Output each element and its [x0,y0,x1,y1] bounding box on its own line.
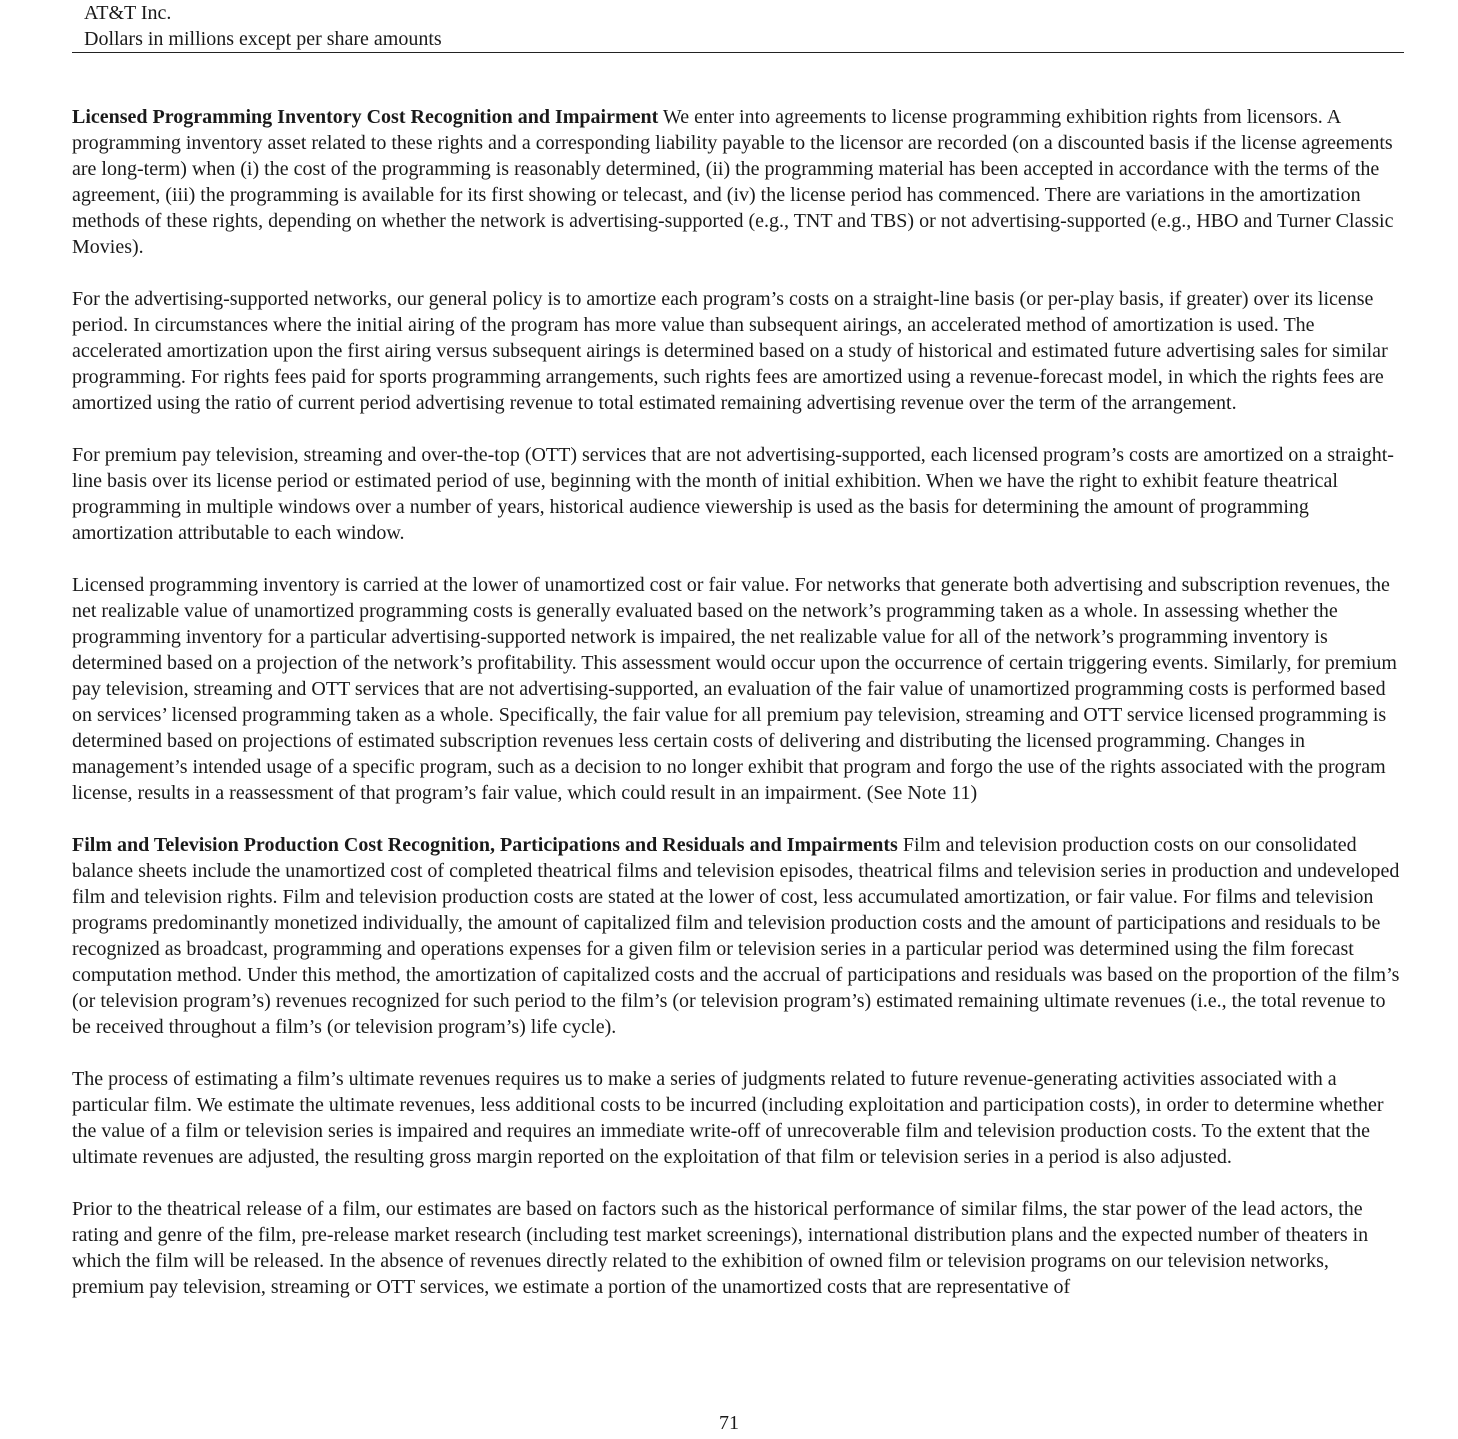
units-note: Dollars in millions except per share amounts [84,28,442,50]
paragraph-premium-pay [72,442,1404,546]
paragraph-ultimate-revenues [72,1066,1404,1170]
paragraph-advertising-supported [72,286,1404,416]
section-heading: Licensed Programming Inventory Cost Recognition and Impairment [72,106,659,128]
paragraph-licensed-programming [72,104,1404,260]
paragraph-text: For the advertising-supported networks, our general policy is to amortize each program’s costs on a straight-line basis (or per-play basis, if greater) over its license period. In circumstances where the initial airing of the program has more value than subsequent airings, an accelerated method of amortization is used. The accelerated amortization upon the first airing versus subsequent airings is determined based on a study of historical and estimated future advertising sales for similar programming. For rights fees paid for sports programming arrangements, such rights fees are amortized using a revenue-forecast model, in which the rights fees are amortized using the ratio of current period advertising revenue to total estimated remaining advertising revenue over the term of the arrangement. [72,288,1388,414]
paragraph-theatrical-release [72,1196,1404,1300]
page-number: 71 [719,1412,739,1434]
document-body [72,104,1404,1326]
paragraph-text: Film and television production costs on our consolidated balance sheets include the unamortized cost of completed theatrical films and television episodes, theatrical films and television series in production and undeveloped film and television rights. Film and television production costs are stated at the lower of cost, less accumulated amortization, or fair value. For films and television programs predominantly monetized individually, the amount of capitalized film and television production costs and the amount of participations and residuals to be recognized as broadcast, programming and operations expenses for a given film or television series in a particular period was determined using the film forecast computation method. Under this method, the amortization of capitalized costs and the accrual of participations and residuals was based on the proportion of the film’s (or television program’s) revenues recognized for such period to the film’s (or television program’s) estimated remaining ultimate revenues (i.e., the total revenue to be received throughout a film’s (or television program’s) life cycle). [72,834,1400,1038]
section-heading: Film and Television Production Cost Recognition, Participations and Residuals and Impairments [72,834,898,856]
company-name: AT&T Inc. [84,2,172,24]
paragraph-text: Prior to the theatrical release of a film, our estimates are based on factors such as the historical performance of similar films, the star power of the lead actors, the rating and genre of the film, pre-release market research (including test market screenings), international distribution plans and the expected number of theaters in which the film will be released. In the absence of revenues directly related to the exhibition of owned film or television programs on our television networks, premium pay television, streaming or OTT services, we estimate a portion of the unamortized costs that are representative of [72,1198,1369,1298]
page-header [72,0,1404,53]
paragraph-text: We enter into agreements to license programming exhibition rights from licensors. A programming inventory asset related to these rights and a corresponding liability payable to the licensor are recorded (on a discounted basis if the license agreements are long-term) when (i) the cost of the programming is reasonably determined, (ii) the programming material has been accepted in accordance with the terms of the agreement, (iii) the programming is available for its first showing or telecast, and (iv) the license period has commenced. There are variations in the amortization methods of these rights, depending on whether the network is advertising-supported (e.g., TNT and TBS) or not advertising-supported (e.g., HBO and Turner Classic Movies). [72,106,1394,258]
paragraph-film-tv-production [72,832,1404,1040]
paragraph-text: The process of estimating a film’s ultimate revenues requires us to make a series of judgments related to future revenue-generating activities associated with a particular film. We estimate the ultimate revenues, less additional costs to be incurred (including exploitation and participation costs), in order to determine whether the value of a film or television series is impaired and requires an immediate write-off of unrecoverable film and television production costs. To the extent that the ultimate revenues are adjusted, the resulting gross margin reported on the exploitation of that film or television series in a period is also adjusted. [72,1068,1384,1168]
paragraph-text: For premium pay television, streaming and over-the-top (OTT) services that are not advertising-supported, each licensed program’s costs are amortized on a straight-line basis over its license period or estimated period of use, beginning with the month of initial exhibition. When we have the right to exhibit feature theatrical programming in multiple windows over a number of years, historical audience viewership is used as the basis for determining the amount of programming amortization attributable to each window. [72,444,1394,544]
paragraph-inventory-carrying-value [72,572,1404,806]
paragraph-text: Licensed programming inventory is carried at the lower of unamortized cost or fair value. For networks that generate both advertising and subscription revenues, the net realizable value of unamortized programming costs is generally evaluated based on the network’s programming taken as a whole. In assessing whether the programming inventory for a particular advertising-supported network is impaired, the net realizable value for all of the network’s programming inventory is determined based on a projection of the network’s profitability. This assessment would occur upon the occurrence of certain triggering events. Similarly, for premium pay television, streaming and OTT services that are not advertising-supported, an evaluation of the fair value of unamortized programming costs is performed based on services’ licensed programming taken as a whole. Specifically, the fair value for all premium pay television, streaming and OTT service licensed programming is determined based on projections of estimated subscription revenues less certain costs of delivering and distributing the licensed programming. Changes in management’s intended usage of a specific program, such as a decision to no longer exhibit that program and forgo the use of the rights associated with the program license, results in a reassessment of that program’s fair value, which could result in an impairment. (See Note 11) [72,574,1397,804]
